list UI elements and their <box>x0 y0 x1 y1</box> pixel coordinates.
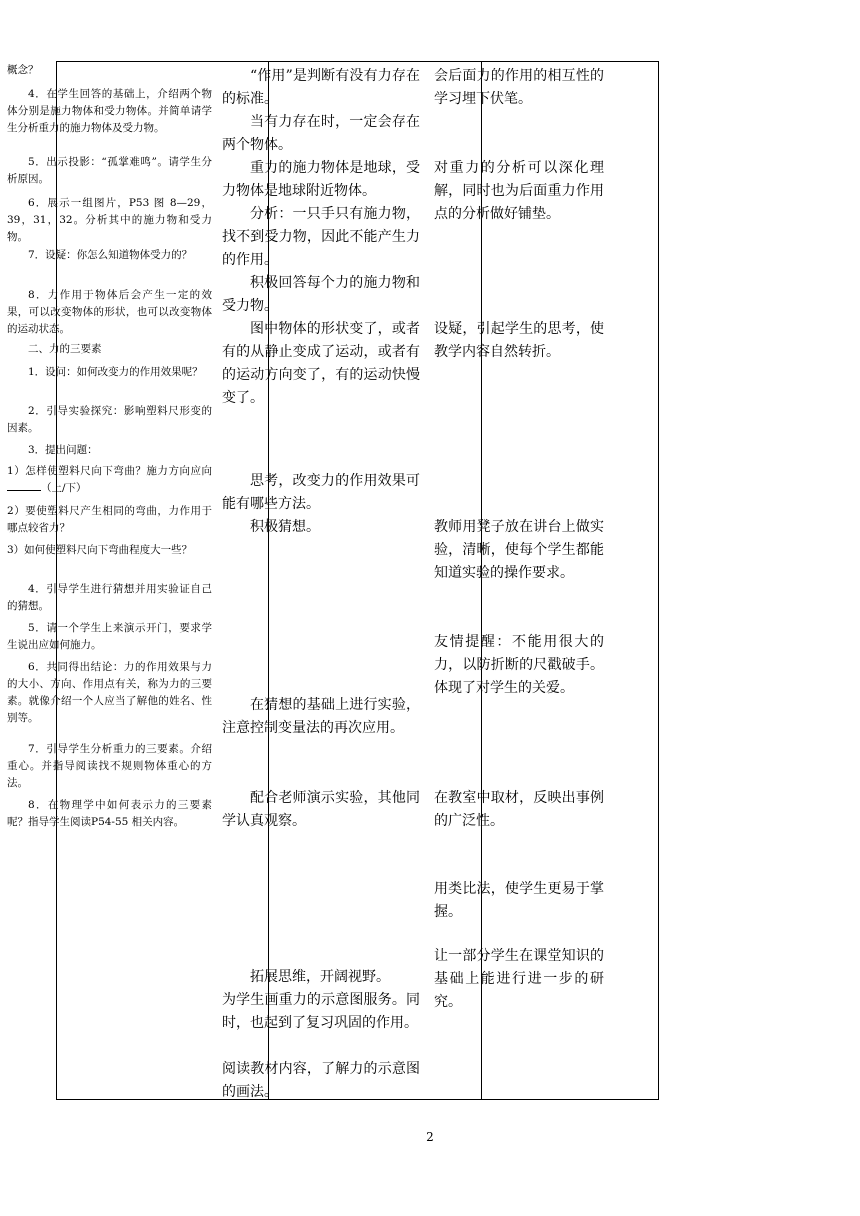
design-intent: 会后面力的作用的相互性的学习埋下伏笔。 <box>434 68 604 107</box>
teacher-activity: 概念？ <box>7 64 39 76</box>
question-item: 3）如何使塑料尺向下弯曲程度大一些？ <box>7 544 193 556</box>
student-activity: 当有力存在时，一定会存在两个物体。 <box>222 114 420 153</box>
teacher-activity: 1．设问：如何改变力的作用效果呢？ <box>28 366 203 378</box>
teacher-activity: 7．设疑：你怎么知道物体受力的？ <box>28 249 193 261</box>
student-activity: 为学生画重力的示意图服务。同时，也起到了复习巩固的作用。 <box>222 992 420 1031</box>
student-activity: 配合老师演示实验，其他同学认真观察。 <box>222 790 420 829</box>
teacher-activity: 8．力作用于物体后会产生一定的效果，可以改变物体的形状，也可以改变物体的运动状态。 <box>7 289 212 335</box>
teacher-activity: 5．请一个学生上来演示开门，要求学生说出应如何施力。 <box>7 622 212 651</box>
teacher-activity: 7．引导学生分析重力的三要素。介绍重心。并指导阅读找不规则物体重心的方法。 <box>7 743 212 789</box>
teacher-activity: 6．共同得出结论：力的作用效果与力的大小、方向、作用点有关，称为力的三要素。就像介绍一个人应当了解他的姓名、性别等。 <box>7 661 212 724</box>
student-activity: 图中物体的形状变了，或者有的从静止变成了运动，或者有的运动方向变了，有的运动快慢变了。 <box>222 321 420 406</box>
teacher-activity: 4．引导学生进行猜想并用实验证自己的猜想。 <box>7 583 212 612</box>
teacher-activity: 4．在学生回答的基础上，介绍两个物体分别是施力物体和受力物体。并简单请学生分析重力的施力物体及受力物。 <box>7 88 212 134</box>
question-item: 2）要使塑料尺产生相同的弯曲，力作用于哪点较省力？ <box>7 505 212 534</box>
student-activity: 阅读教材内容，了解力的示意图的画法。 <box>222 1061 420 1100</box>
teacher-activity: 8．在物理学中如何表示力的三要素呢？指导学生阅读P54-55 相关内容。 <box>7 799 212 828</box>
design-intent: 教师用凳子放在讲台上做实验，清晰，使每个学生都能知道实验的操作要求。 <box>434 519 604 581</box>
design-intent: 用类比法，使学生更易于掌握。 <box>434 881 604 920</box>
student-activity: 积极猜想。 <box>250 519 320 535</box>
student-activity: 拓展思维，开阔视野。 <box>250 969 390 985</box>
fill-in-blank <box>7 480 41 491</box>
design-intent: 对重力的分析可以深化理解，同时也为后面重力作用点的分析做好铺垫。 <box>434 160 604 222</box>
teacher-activity: 6．展示一组图片，P53 图 8—29，39，31，32。分析其中的施力物和受力物。 <box>7 197 212 243</box>
design-intent: 设疑，引起学生的思考，使教学内容自然转折。 <box>434 321 604 360</box>
teacher-activity: 2．引导实验探究：影响塑料尺形变的因素。 <box>7 405 212 434</box>
design-intent: 让一部分学生在课堂知识的基础上能进行进一步的研究。 <box>434 948 604 1010</box>
student-activity: 积极回答每个力的施力物和受力物。 <box>222 275 420 314</box>
page-number: 2 <box>426 1130 434 1144</box>
student-activity: 分析：一只手只有施力物，找不到受力物，因此不能产生力的作用。 <box>222 206 420 268</box>
section-heading: 二、力的三要素 <box>28 343 102 355</box>
design-intent: 在教室中取材，反映出事例的广泛性。 <box>434 790 604 829</box>
student-activity: 在猜想的基础上进行实验，注意控制变量法的再次应用。 <box>222 697 420 736</box>
question-item: 1）怎样使塑料尺向下弯曲？施力方向应向（上/下） <box>7 465 212 494</box>
teacher-activity: 3．提出问题： <box>28 444 98 456</box>
student-activity: 思考，改变力的作用效果可能有哪些方法。 <box>222 473 420 512</box>
teacher-activity: 5．出示投影：“孤掌难鸣”。请学生分析原因。 <box>7 156 212 185</box>
student-activity: 重力的施力物体是地球，受力物体是地球附近物体。 <box>222 160 420 199</box>
design-intent: 友情提醒：不能用很大的力，以防折断的尺戳破手。体现了对学生的关爱。 <box>434 634 604 696</box>
student-activity: “作用”是判断有没有力存在的标准。 <box>222 68 420 107</box>
